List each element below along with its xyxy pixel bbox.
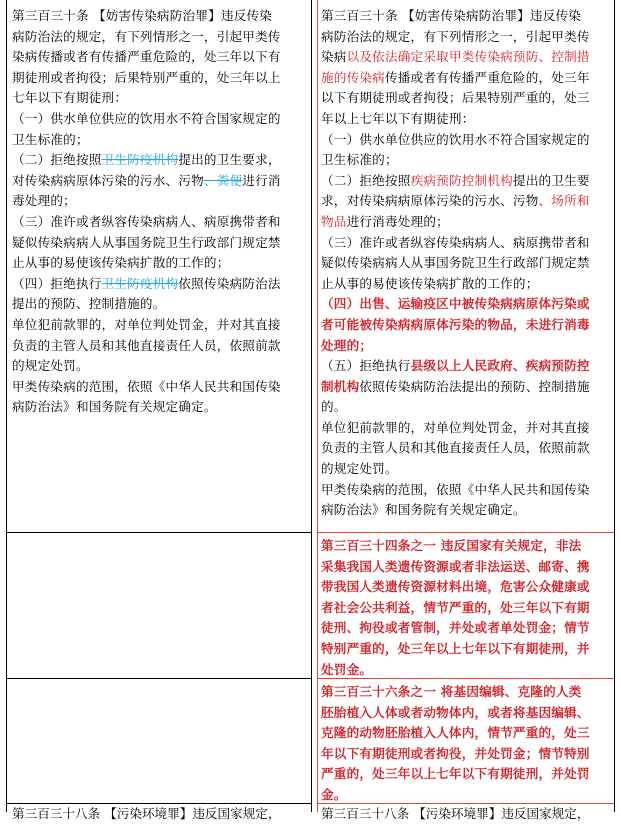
row-divider-left-2: [6, 678, 311, 679]
text-line: 的规定处罚。: [12, 358, 89, 374]
text-line: 毒处理的；: [12, 193, 76, 209]
text-line: 疑似传染病病人从事国务院卫生行政部门规定禁: [12, 234, 281, 250]
text-line: 病防治法》和国务院有关规定确定。: [12, 399, 217, 415]
text-line: 单位犯前款罪的，对单位判处罚金，并对其直接: [321, 419, 590, 435]
text-line: 染病以及依法确定采取甲类传染病预防、控制措: [321, 49, 590, 65]
text-line: 疑似传染病病人从事国务院卫生行政部门规定禁: [321, 255, 590, 271]
text-line: 制机构依照传染病防治法提出的预防、控制措施: [321, 378, 590, 394]
text-line: 负责的主管人员和其他直接责任人员，依照前款: [321, 440, 590, 456]
text-line: 带我国人类遗传资源材料出境，危害公众健康或: [321, 579, 590, 595]
row-divider-left-1: [6, 532, 311, 533]
text-line: 七年以下有期徒刑：: [12, 90, 128, 106]
text-line: 单位犯前款罪的，对单位判处罚金，并对其直接: [12, 316, 281, 332]
text-line: 年以上七年以下有期徒刑：: [321, 110, 475, 126]
added-text: 处理的；: [321, 337, 373, 353]
text-line: [321, 315, 613, 336]
deleted-text: 、粪便: [203, 172, 243, 188]
text-line: （一）供水单位供应的饮用水不符合国家规定的: [12, 110, 281, 126]
new-article-334-1: [321, 536, 613, 680]
text-line: 病防治法的规定，有下列情形之一，引起甲类传: [321, 28, 590, 44]
text-line: 染病传播或者有传播严重危险的，处三年以下有: [12, 49, 281, 65]
added-text: 者可能被传染病病原体污染的物品，未进行消毒: [321, 316, 590, 332]
text-line: [321, 336, 613, 357]
added-text: 以及依法确定采取甲类传染病预防、控制措: [346, 49, 590, 65]
added-text: （四）出售、运输疫区中被传染病病原体污染或: [321, 296, 590, 312]
text-line: （五）拒绝执行县级以上人民政府、疾病预防控: [321, 358, 590, 374]
text-line: （二）拒绝按照卫生防疫机构提出的卫生要求，: [12, 152, 281, 168]
text-line: （三）准许或者纵容传染病病人、病原携带者和: [321, 234, 590, 250]
table-border-right: [614, 0, 615, 812]
table-border-left: [6, 0, 7, 812]
text-line: 第三百三十六条之一 将基因编辑、克隆的人类: [321, 684, 582, 699]
next-article-right: 第三百三十八条 【污染环境罪】违反国家规定，: [321, 806, 590, 821]
amended-article-330: [321, 6, 613, 521]
text-line: （三）准许或者纵容传染病病人、病原携带者和: [12, 213, 281, 229]
text-line: [321, 294, 613, 315]
text-line: 第三百三十条 【妨害传染病防治罪】违反传染: [321, 8, 582, 23]
table-border-middle-right: [317, 0, 318, 812]
added-text: 制机构: [321, 378, 360, 394]
text-line: 克隆的动物胚胎植入人体内，情节严重的，处三: [321, 725, 590, 741]
text-line: 特别严重的，处三年以上七年以下有期徒刑，并: [321, 640, 590, 656]
text-line: 徒刑、拘役或者管制，并处或者单处罚金；情节: [321, 620, 590, 636]
text-line: 负责的主管人员和其他直接责任人员，依照前款: [12, 337, 281, 353]
text-line: 施的传染病传播或者有传播严重危险的，处三年: [321, 69, 590, 85]
text-line: （四）拒绝执行卫生防疫机构依照传染病防治法: [12, 275, 281, 291]
text-line: 对传染病病原体污染的污水、污物、粪便进行消: [12, 172, 281, 188]
text-line: 第三百三十四条之一 违反国家有关规定，非法: [321, 538, 582, 553]
text-line: 者社会公共利益，情节严重的，处三年以下有期: [321, 599, 590, 615]
text-line: 止从事的易使该传染病扩散的工作的；: [321, 275, 539, 291]
text-line: 物品进行消毒处理的；: [321, 213, 449, 229]
text-line: （二）拒绝按照疾病预防控制机构提出的卫生要: [321, 172, 590, 188]
text-line: 求，对传染病病原体污染的污水、污物、场所和: [321, 193, 590, 209]
deleted-text: 卫生防疫机构: [101, 152, 179, 168]
text-line: 甲类传染病的范围，依照《中华人民共和国传染: [321, 481, 590, 497]
added-text: 物品: [321, 213, 347, 229]
text-line: 以下有期徒刑或者拘役；后果特别严重的，处三: [321, 90, 590, 106]
deleted-text: 卫生防疫机构: [101, 275, 179, 291]
text-line: 第三百三十条 【妨害传染病防治罪】违反传染: [12, 8, 273, 23]
text-line: 期徒刑或者拘役；后果特别严重的，处三年以上: [12, 69, 281, 85]
added-text: 县级以上人民政府、疾病预防控: [410, 358, 590, 374]
added-text: 、场所和: [538, 193, 590, 209]
text-line: 止从事的易使该传染病扩散的工作的；: [12, 255, 230, 271]
text-line: 提出的预防、控制措施的。: [12, 296, 166, 312]
text-line: 处罚金。: [321, 661, 373, 677]
text-line: 年以下有期徒刑或者拘役，并处罚金；情节特别: [321, 745, 590, 761]
new-article-336-1: [321, 682, 613, 806]
text-line: 的规定处罚。: [321, 461, 398, 477]
text-line: 金。: [321, 786, 347, 802]
text-line: （一）供水单位供应的饮用水不符合国家规定的: [321, 131, 590, 147]
text-line: 病防治法的规定，有下列情形之一，引起甲类传: [12, 28, 281, 44]
added-text: 疾病预防控制机构: [410, 172, 513, 188]
text-line: 卫生标准的；: [12, 131, 89, 147]
text-line: 的。: [321, 399, 347, 415]
added-text: 施的传染病: [321, 69, 385, 85]
text-line: 胚胎植入人体或者动物体内，或者将基因编辑、: [321, 704, 590, 720]
text-line: 病防治法》和国务院有关规定确定。: [321, 502, 526, 518]
text-line: 甲类传染病的范围，依照《中华人民共和国传染: [12, 378, 281, 394]
text-line: 采集我国人类遗传资源或者非法运送、邮寄、携: [321, 558, 590, 574]
next-row-cutoff: [6, 800, 615, 821]
table-border-middle: [311, 0, 312, 812]
row-divider-right-1: [317, 532, 614, 533]
next-article-left: 第三百三十八条 【污染环境罪】违反国家规定，: [12, 806, 281, 821]
original-article-330: [12, 6, 308, 418]
text-line: 严重的，处三年以上七年以下有期徒刑，并处罚: [321, 766, 590, 782]
comparison-table: [6, 0, 615, 821]
text-line: 卫生标准的；: [321, 152, 398, 168]
